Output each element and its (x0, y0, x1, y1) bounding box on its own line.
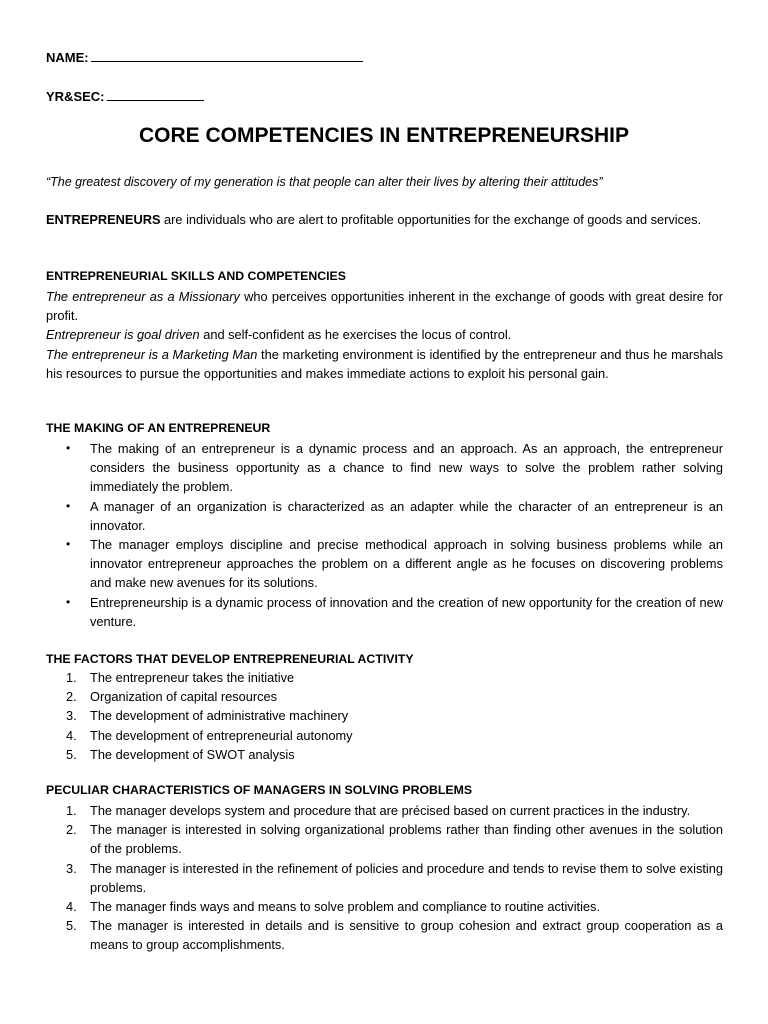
skill-item (46, 325, 723, 344)
list-item (46, 820, 723, 858)
list-number: 1. (66, 670, 77, 685)
list-item-text: The manager develops system and procedure that are précised based on current practices in the industry. (90, 803, 691, 818)
skill-text: the marketing environment is identified by the entrepreneur and thus he marshals his resources to pursue the opportunities and makes immediate actions to exploit his personal gain. (46, 346, 723, 381)
list-item (46, 535, 723, 593)
list-number: 2. (66, 689, 77, 705)
factors-list (46, 668, 723, 764)
skill-text: who perceives opportunities inherent in the exchange of goods with great desire for profit. (46, 289, 723, 324)
intro-paragraph (46, 210, 723, 229)
list-item (46, 439, 723, 497)
skill-emphasis: The entrepreneur is a Marketing Man (46, 346, 258, 362)
yrsec-field (46, 88, 204, 104)
list-item-text: The manager is interested in solving organizational problems rather than finding other avenues in the solution of the problems. (90, 822, 723, 857)
yrsec-blank-line (107, 88, 204, 101)
list-item (46, 687, 723, 706)
skills-section (46, 287, 723, 383)
bullet-marker: • (66, 537, 71, 552)
list-item-text: Entrepreneurship is a dynamic process of innovation and the creation of new opportunity for the creation of new venture. (90, 594, 723, 629)
peculiar-list (46, 801, 723, 955)
list-item-text: The entrepreneur takes the initiative (90, 670, 295, 685)
factors-heading: THE FACTORS THAT DEVELOP ENTREPRENEURIAL ACTIVITY (46, 652, 414, 666)
intro-term: ENTREPRENEURS (46, 212, 161, 227)
list-item (46, 916, 723, 954)
skill-emphasis: Entrepreneur is goal driven (46, 327, 200, 343)
name-blank-line (91, 49, 363, 62)
skill-item (46, 345, 723, 383)
list-item-text: The development of SWOT analysis (90, 746, 295, 762)
list-item (46, 497, 723, 535)
list-item-text: The development of entrepreneurial autonomy (90, 727, 353, 743)
making-list (46, 439, 723, 631)
list-item (46, 897, 723, 916)
list-item-text: The manager employs discipline and precise methodical approach in solving business problems while an innovator entrepreneur approaches the problem on a different angle as he focuses on discovering problems and make new avenues for its solutions. (90, 537, 723, 591)
list-item (46, 859, 723, 897)
list-number: 4. (66, 727, 77, 743)
list-number: 3. (66, 860, 77, 876)
list-item-text: A manager of an organization is characterized as an adapter while the character of an entrepreneur is an innovator. (90, 498, 723, 533)
skill-emphasis: The entrepreneur as a Missionary (46, 289, 240, 304)
skill-item (46, 287, 723, 325)
quote: “The greatest discovery of my generation is that people can alter their lives by altering their attitudes” (46, 175, 603, 189)
yrsec-label: YR&SEC: (46, 89, 105, 104)
list-item-text: The manager finds ways and means to solve problem and compliance to routine activities. (90, 899, 601, 915)
list-item-text: The manager is interested in details and is sensitive to group cohesion and extract group cooperation as a means to group accomplishments. (90, 918, 723, 953)
list-number: 5. (66, 746, 77, 762)
bullet-marker: • (66, 498, 71, 513)
bullet-marker: • (66, 594, 71, 609)
list-item (46, 726, 723, 745)
list-number: 3. (66, 708, 77, 724)
list-item (46, 668, 723, 687)
list-number: 5. (66, 918, 77, 934)
skills-heading: ENTREPRENEURIAL SKILLS AND COMPETENCIES (46, 269, 346, 283)
page-title: CORE COMPETENCIES IN ENTREPRENEURSHIP (138, 124, 630, 147)
making-heading: THE MAKING OF AN ENTREPRENEUR (46, 421, 271, 435)
list-item (46, 745, 723, 764)
list-item-text: Organization of capital resources (90, 689, 278, 705)
list-item-text: The manager is interested in the refinement of policies and procedure and tends to revise them to solve existing problems. (90, 860, 723, 895)
intro-text: are individuals who are alert to profitable opportunities for the exchange of goods and services. (160, 212, 702, 227)
list-item (46, 706, 723, 725)
bullet-marker: • (66, 441, 71, 455)
list-item (46, 593, 723, 631)
peculiar-heading: PECULIAR CHARACTERISTICS OF MANAGERS IN SOLVING PROBLEMS (46, 783, 473, 797)
list-item-text: The development of administrative machinery (90, 708, 349, 724)
list-number: 1. (66, 803, 77, 818)
skill-text: and self-confident as he exercises the locus of control. (199, 327, 512, 343)
list-item-text: The making of an entrepreneur is a dynamic process and an approach. As an approach, the entrepreneur considers the business opportunity as a chance to find new ways to solve the problem rather solving immediately the problem. (90, 441, 723, 495)
list-number: 4. (66, 899, 77, 915)
list-item (46, 801, 723, 820)
name-field (46, 49, 363, 65)
name-label: NAME: (46, 50, 89, 65)
list-number: 2. (66, 822, 77, 838)
